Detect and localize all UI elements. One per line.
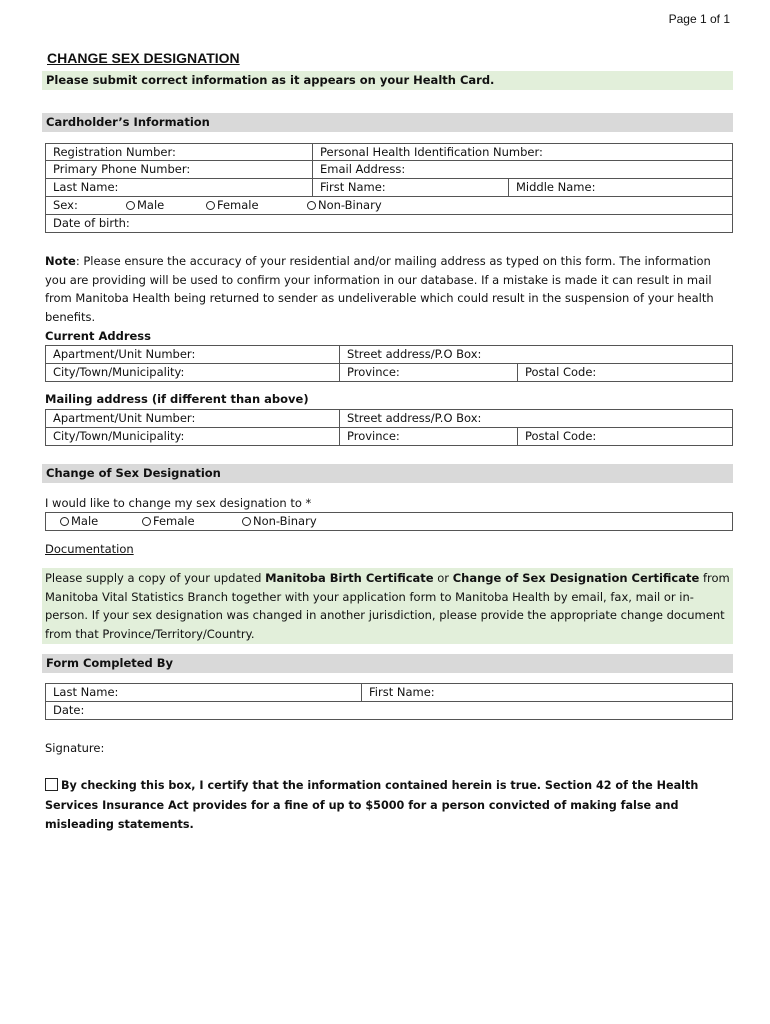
radio-icon[interactable] — [142, 517, 151, 526]
completed-last-name-field[interactable]: Last Name: — [45, 683, 362, 702]
primary-phone-field[interactable]: Primary Phone Number: — [45, 160, 313, 179]
page-title: CHANGE SEX DESIGNATION — [47, 50, 240, 66]
completed-by-header: Form Completed By — [42, 654, 733, 673]
signature-label: Signature: — [45, 741, 105, 755]
change-option-female[interactable]: Female — [142, 514, 195, 528]
sex-option-male[interactable]: Male — [126, 198, 164, 212]
documentation-header: Documentation — [45, 542, 134, 556]
completed-date-field[interactable]: Date: — [45, 701, 733, 720]
phin-field[interactable]: Personal Health Identification Number: — [312, 143, 733, 161]
completed-first-name-field[interactable]: First Name: — [361, 683, 733, 702]
mailing-province-field[interactable]: Province: — [339, 427, 518, 446]
current-city-field[interactable]: City/Town/Municipality: — [45, 363, 340, 382]
radio-icon[interactable] — [206, 201, 215, 210]
mailing-address-header: Mailing address (if different than above) — [45, 392, 309, 406]
change-option-non-binary[interactable]: Non-Binary — [242, 514, 317, 528]
page-number: Page 1 of 1 — [668, 12, 730, 26]
sex-label: Sex: — [53, 198, 78, 212]
last-name-field[interactable]: Last Name: — [45, 178, 313, 197]
sex-option-non-binary[interactable]: Non-Binary — [307, 198, 382, 212]
subtitle-banner: Please submit correct information as it appears on your Health Card. — [42, 71, 733, 90]
radio-icon[interactable] — [242, 517, 251, 526]
radio-icon[interactable] — [60, 517, 69, 526]
first-name-field[interactable]: First Name: — [312, 178, 509, 197]
note-text: : Please ensure the accuracy of your residential and/or mailing address as typed on this form. The information you are providing will be used to confirm your information in our database. If a mistake is made it can result in mail from Manitoba Health being returned to sender as undeliverable which could result in the suspension of your health benefits. — [45, 254, 714, 324]
radio-icon[interactable] — [307, 201, 316, 210]
certify-checkbox[interactable] — [45, 778, 58, 791]
current-apartment-field[interactable]: Apartment/Unit Number: — [45, 345, 340, 364]
change-section-header: Change of Sex Designation — [42, 464, 733, 483]
mailing-city-field[interactable]: City/Town/Municipality: — [45, 427, 340, 446]
note-label: Note — [45, 254, 76, 268]
radio-icon[interactable] — [126, 201, 135, 210]
current-postal-field[interactable]: Postal Code: — [517, 363, 733, 382]
middle-name-field[interactable]: Middle Name: — [508, 178, 733, 197]
documentation-paragraph: Please supply a copy of your updated Manitoba Birth Certificate or Change of Sex Designation Certificate from Manitoba Vital Statistics Branch together with your application form to Manitoba Health by email, fax, mail or in-person. If your sex designation was changed in another jurisdiction, please provide the appropriate change document from that Province/Territory/Country. — [42, 568, 733, 644]
certification-text: By checking this box, I certify that the information contained herein is true. Section 42 of the Health Services Insurance Act provides for a fine of up to $5000 for a person convicted of making false and misleading statements. — [45, 779, 699, 831]
certification-statement — [45, 776, 740, 835]
mailing-street-field[interactable]: Street address/P.O Box: — [339, 409, 733, 428]
note-paragraph — [45, 252, 735, 326]
current-street-field[interactable]: Street address/P.O Box: — [339, 345, 733, 364]
change-prompt: I would like to change my sex designation to * — [45, 496, 312, 510]
cardholder-section-header: Cardholder’s Information — [42, 113, 733, 132]
sex-option-female[interactable]: Female — [206, 198, 259, 212]
mailing-apartment-field[interactable]: Apartment/Unit Number: — [45, 409, 340, 428]
mailing-postal-field[interactable]: Postal Code: — [517, 427, 733, 446]
date-of-birth-field[interactable]: Date of birth: — [45, 214, 733, 233]
registration-number-field[interactable]: Registration Number: — [45, 143, 313, 161]
change-option-male[interactable]: Male — [60, 514, 98, 528]
current-province-field[interactable]: Province: — [339, 363, 518, 382]
email-field[interactable]: Email Address: — [312, 160, 733, 179]
current-address-header: Current Address — [45, 329, 151, 343]
